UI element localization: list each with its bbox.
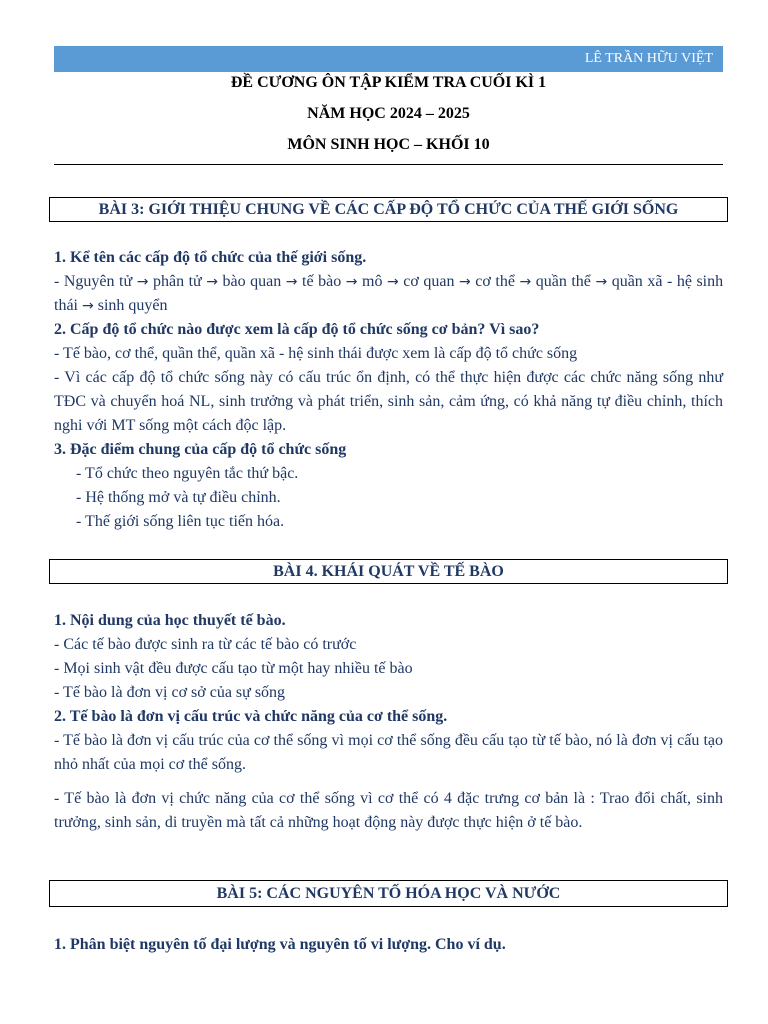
arrow-icon: →	[206, 274, 218, 290]
level-item: cơ quan	[403, 273, 455, 290]
arrow-icon: →	[82, 298, 94, 314]
author-name: LÊ TRẦN HỮU VIỆT	[584, 51, 713, 66]
level-item: quần xã - hệ sinh thái	[54, 273, 724, 314]
lesson-3-answer-3-item: - Tổ chức theo nguyên tắc thứ bậc.	[76, 465, 299, 482]
lesson-3-answer-2-line-1: - Tế bào, cơ thể, quần thể, quần xã - hệ sinh thái được xem là cấp độ tổ chức sống	[54, 345, 578, 362]
level-item: mô	[362, 273, 383, 290]
lesson-3-question-1: 1. Kể tên các cấp độ tổ chức của thế giới sống.	[54, 249, 367, 266]
lesson-4-answer-1-item: - Các tế bào được sinh ra từ các tế bào có trước	[54, 636, 357, 653]
lesson-3-answer-3-item: - Thế giới sống liên tục tiến hóa.	[76, 513, 285, 530]
school-year: NĂM HỌC 2024 – 2025	[307, 105, 470, 122]
lesson-4-answer-2-line-2: - Tế bào là đơn vị chức năng của cơ thể sống vì cơ thể có 4 đặc trưng cơ bản là : Trao đổi chất, sinh trưởng, sinh sản, di truyền mà tất cả những hoạt động này được thực hiện ở tế bào.	[54, 790, 723, 831]
arrow-icon: →	[345, 274, 358, 290]
lesson-3-content	[54, 246, 723, 534]
lesson-4-heading: BÀI 4. KHÁI QUÁT VỀ TẾ BÀO	[49, 559, 728, 584]
level-item: quần thể	[535, 273, 591, 290]
lesson-4-question-2: 2. Tế bào là đơn vị cấu trúc và chức năng của cơ thể sống.	[54, 708, 448, 725]
lesson-4-content	[54, 609, 723, 835]
level-item: cơ thể	[475, 273, 515, 290]
arrow-icon: →	[519, 274, 532, 290]
lesson-5-question-1: 1. Phân biệt nguyên tố đại lượng và nguyên tố vi lượng. Cho ví dụ.	[54, 936, 506, 953]
lesson-3-answer-2-line-2: - Vì các cấp độ tổ chức sống này có cấu trúc ổn định, có thể thực hiện được các chức năng sống như TĐC và chuyển hoá NL, sinh trưởng và phát triển, sinh sản, cảm ứng, có khả năng tự điều chỉnh, thích nghi với MT sống một cách độc lập.	[54, 369, 723, 434]
arrow-icon: →	[136, 274, 149, 290]
lesson-4-answer-1-item: - Mọi sinh vật đều được cấu tạo từ một hay nhiều tế bào	[54, 660, 413, 677]
lesson-3-question-3: 3. Đặc điểm chung của cấp độ tổ chức sống	[54, 441, 347, 458]
organization-levels-chain: - Nguyên tử → phân tử → bào quan → tế bào → mô → cơ quan → cơ thể → quần thể → quần xã - hệ sinh thái → sinh quyển	[54, 273, 724, 314]
lesson-5-content	[54, 933, 723, 957]
arrow-icon: →	[459, 274, 471, 290]
lesson-3-answer-3-item: - Hệ thống mở và tự điều chỉnh.	[76, 489, 281, 506]
lesson-3-question-2: 2. Cấp độ tổ chức nào được xem là cấp độ tổ chức sống cơ bản? Vì sao?	[54, 321, 540, 338]
level-item: sinh quyển	[97, 297, 168, 314]
header-divider	[54, 164, 723, 165]
level-item: tế bào	[302, 273, 342, 290]
subject-grade: MÔN SINH HỌC – KHỐI 10	[287, 136, 490, 153]
document-title: ĐỀ CƯƠNG ÔN TẬP KIỂM TRA CUỐI KÌ 1	[230, 74, 547, 91]
level-item: bào quan	[222, 273, 282, 290]
lesson-4-answer-1-item: - Tế bào là đơn vị cơ sở của sự sống	[54, 684, 286, 701]
level-item: Nguyên tử	[63, 273, 133, 290]
lesson-5-heading: BÀI 5: CÁC NGUYÊN TỐ HÓA HỌC VÀ NƯỚC	[49, 880, 728, 907]
lesson-4-answer-2-line-1: - Tế bào là đơn vị cấu trúc của cơ thể sống vì mọi cơ thể sống đều cấu tạo từ tế bào, nó là đơn vị cấu tạo nhỏ nhất của mọi cơ thể sống.	[54, 732, 723, 773]
arrow-icon: →	[387, 274, 399, 290]
arrow-icon: →	[595, 274, 608, 290]
lesson-3-heading: BÀI 3: GIỚI THIỆU CHUNG VỀ CÁC CẤP ĐỘ TỔ CHỨC CỦA THẾ GIỚI SỐNG	[49, 197, 728, 222]
level-item: phân tử	[152, 273, 202, 290]
arrow-icon: →	[285, 274, 298, 290]
lesson-4-question-1: 1. Nội dung của học thuyết tế bào.	[54, 612, 286, 629]
author-banner	[54, 46, 723, 72]
